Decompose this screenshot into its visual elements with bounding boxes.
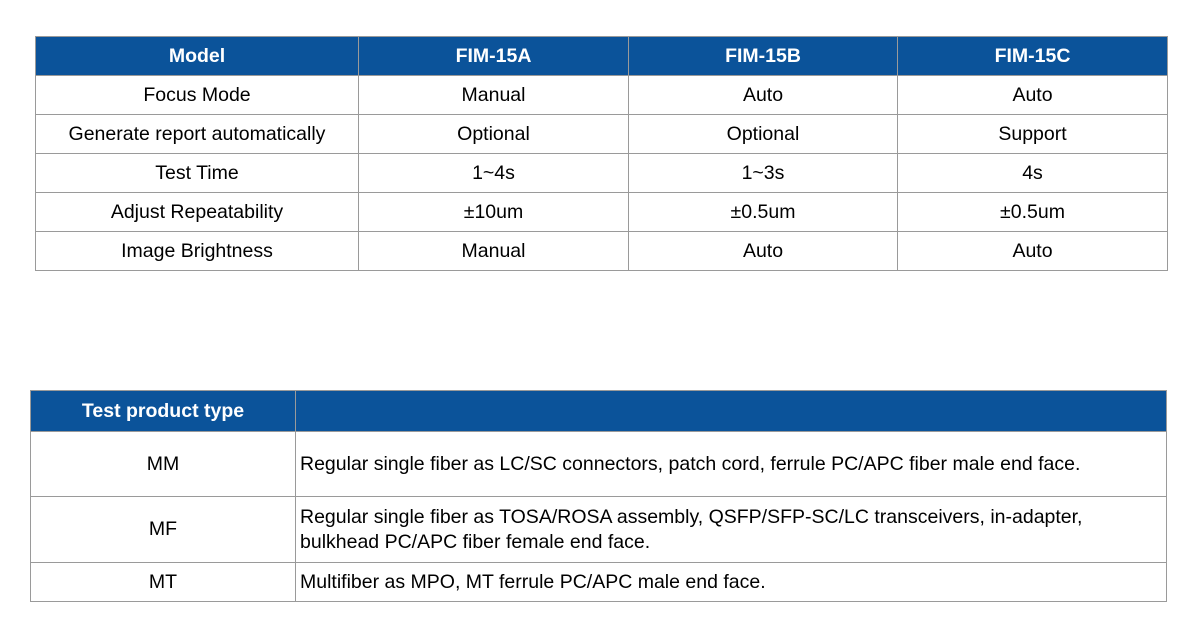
table-row [36,193,1168,232]
product-type-description: Regular single fiber as TOSA/ROSA assembly, QSFP/SFP-SC/LC transceivers, in-adapter, bulkhead PC/APC fiber female end face. [296,497,1167,563]
row-label: Image Brightness [36,232,359,271]
row-label: Focus Mode [36,76,359,115]
header-test-product-type: Test product type [31,391,296,432]
table-row [31,497,1167,563]
table-cell: 4s [898,154,1168,193]
table-cell: ±10um [359,193,629,232]
table-cell: Auto [629,76,898,115]
table-cell: Optional [359,115,629,154]
header-fim-15a: FIM-15A [359,37,629,76]
table-row [31,432,1167,497]
table-row [36,232,1168,271]
test-product-type-table [30,390,1167,602]
table-header-row [36,37,1168,76]
product-type-description: Regular single fiber as LC/SC connectors, patch cord, ferrule PC/APC fiber male end face. [296,432,1167,497]
table-row [36,115,1168,154]
product-type-description: Multifiber as MPO, MT ferrule PC/APC male end face. [296,563,1167,602]
table-header-row [31,391,1167,432]
product-type-code: MF [31,497,296,563]
table-cell: Support [898,115,1168,154]
table-cell: ±0.5um [629,193,898,232]
table-cell: Manual [359,76,629,115]
model-spec-table [35,36,1168,271]
row-label: Test Time [36,154,359,193]
table-row [36,76,1168,115]
table-row [31,563,1167,602]
row-label: Adjust Repeatability [36,193,359,232]
table-cell: 1~4s [359,154,629,193]
row-label: Generate report automatically [36,115,359,154]
table-cell: Auto [629,232,898,271]
table-cell: ±0.5um [898,193,1168,232]
table-cell: 1~3s [629,154,898,193]
header-fim-15c: FIM-15C [898,37,1168,76]
table-cell: Auto [898,76,1168,115]
product-type-code: MT [31,563,296,602]
header-fim-15b: FIM-15B [629,37,898,76]
header-description [296,391,1167,432]
table-cell: Manual [359,232,629,271]
table-cell: Optional [629,115,898,154]
table-cell: Auto [898,232,1168,271]
product-type-code: MM [31,432,296,497]
table-row [36,154,1168,193]
header-model: Model [36,37,359,76]
